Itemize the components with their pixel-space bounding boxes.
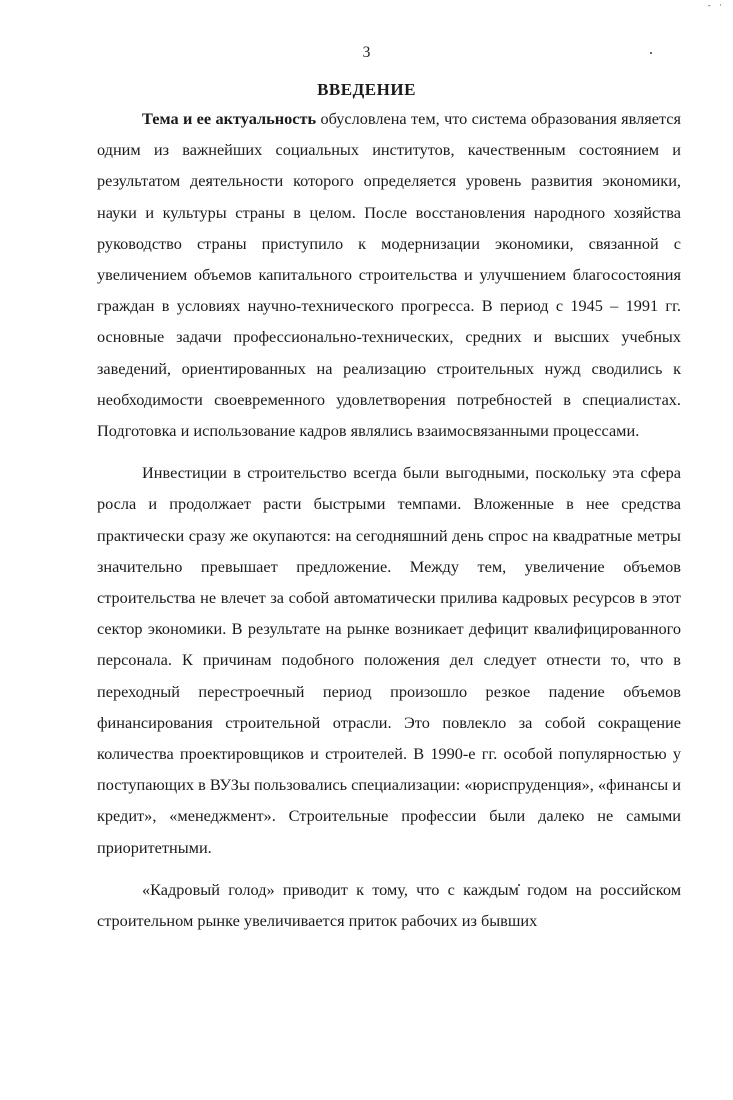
section-heading: ВВЕДЕНИЕ: [317, 80, 416, 99]
body-text: [97, 103, 681, 936]
paragraph-3: [97, 874, 681, 936]
scan-corner-mark: - ·: [707, 0, 725, 10]
paragraph-1-lead: Тема и ее актуальность: [142, 109, 317, 128]
paragraph-2-text: Инвестиции в строительство всегда были выгодными, поскольку эта сфера росла и продолжает расти быстрыми темпами. Вложенные в нее средства практически сразу же окупаются: на сегодняшний день спрос на квадратные метры значительно превышает предложение. Между тем, увеличение объемов строительства не влечет за собой автоматически прилива кадровых ресурсов в этот сектор экономики. В результате на рынке возникает дефицит квалифицированного персонала. К причинам подобного положения дел следует отнести то, что в переходный перестроечный период произошло резкое падение объемов финансирования строительной отрасли. Это повлекло за собой сокращение количества проектировщиков и строителей. В 1990-е гг. особой популярностью у поступающих в ВУЗы пользовались специализации: «юриспруденция», «финансы и кредит», «менеджмент». Строительные профессии были далеко не самыми приоритетными.: [97, 463, 681, 857]
paragraph-1: [97, 103, 681, 446]
paragraph-3-text: «Кадровый голод» приводит к тому, что с каждым годом на российском строительном рынке увеличивается приток рабочих из бывших: [97, 879, 681, 931]
page-number: 3: [362, 44, 371, 61]
paragraph-1-text: обусловлена тем, что система образования является одним из важнейших социальных институтов, качественным состоянием и результатом деятельности которого определяется уровень развития экономики, науки и культуры страны в целом. После восстановления народного хозяйства руководство страны приступило к модернизации экономики, связанной с увеличением объемов капитального строительства и улучшением благосостояния граждан в условиях научно-технического прогресса. В период с 1945 – 1991 гг. основные задачи профессионально-технических, средних и высших учебных заведений, ориентированных на реализацию строительных нужд сводились к необходимости своевременного удовлетворения потребностей в специалистах. Подготовка и использование кадров являлись взаимосвязанными процессами.: [97, 109, 681, 441]
paragraph-2: [97, 457, 681, 863]
